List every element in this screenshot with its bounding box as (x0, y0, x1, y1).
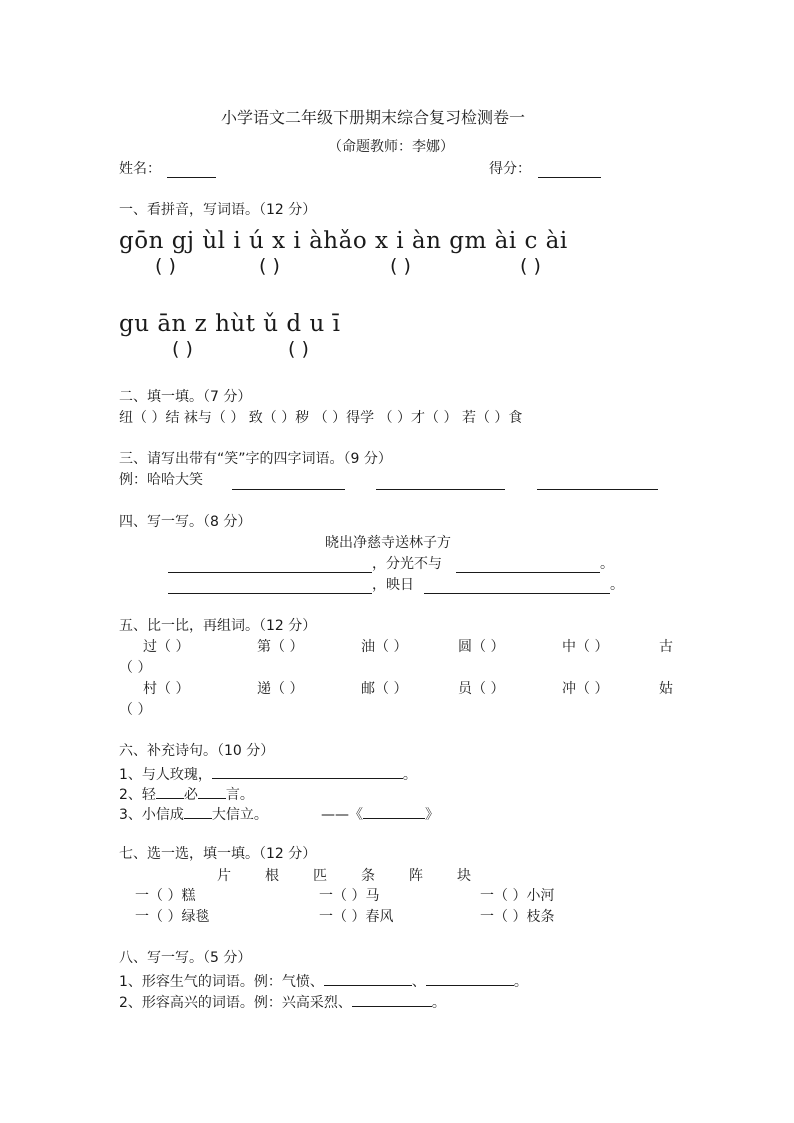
answer-paren[interactable]: ( ) (155, 255, 176, 277)
word-choice: 片 (217, 868, 231, 884)
answer-paren[interactable]: ( ) (172, 338, 193, 360)
answer-paren[interactable]: ( ) (288, 338, 309, 360)
answer-blank[interactable] (198, 786, 226, 799)
word-pair-item: 过（ ） (143, 639, 190, 655)
word-choice: 块 (457, 868, 471, 884)
word-choice: 条 (361, 868, 375, 884)
write-line (119, 994, 446, 1010)
word-pair-item: 村（ ） (143, 681, 190, 697)
answer-blank[interactable] (363, 806, 425, 819)
answer-blank[interactable] (212, 766, 403, 779)
word-pair-item: 圆（ ） (458, 639, 505, 655)
line-text: 必 (183, 787, 198, 803)
line-text: 2、形容高兴的词语。例：兴高采烈、 (119, 995, 352, 1011)
line-text: 1、与人玫瑰， (119, 767, 212, 783)
word-pair-item: 递（ ） (257, 681, 304, 697)
example-text: 例：哈哈大笑 (119, 472, 203, 488)
answer-blank[interactable] (352, 994, 432, 1007)
page-title: 小学语文二年级下册期末综合复习检测卷一 (221, 108, 526, 127)
word-pair-item: 员（ ） (458, 681, 505, 697)
section-3-heading: 三、请写出带有“笑”字的四字词语。（9 分） (119, 451, 392, 467)
fill-item: 一（ ）绿毯 (135, 909, 210, 925)
fill-item: 一（ ）马 (319, 888, 380, 904)
pinyin-row-1: gōn gj ùl i ú x i àhǎo x i àn gm ài c ài (119, 228, 568, 254)
fill-item: 一（ ）春风 (319, 909, 394, 925)
poem-title: 晓出净慈寺送林子方 (325, 535, 451, 551)
word-pair-item: 古 (659, 639, 673, 655)
source-line (321, 806, 439, 822)
answer-blank[interactable] (424, 593, 610, 594)
answer-blank[interactable] (156, 786, 184, 799)
section-5-heading: 五、比一比，再组词。（12 分） (119, 618, 317, 634)
section-2-heading: 二、填一填。（7 分） (119, 389, 252, 405)
word-pair-wrap: （ ） (119, 660, 152, 676)
poem-line (119, 766, 417, 782)
poem-line (119, 806, 268, 822)
line-end: 。 (402, 767, 417, 783)
answer-blank[interactable] (184, 806, 212, 819)
line-text: 大信立。 (211, 807, 268, 823)
separator: 、 (411, 974, 426, 990)
poem-line-2-text: ，映日 (372, 577, 414, 593)
word-pair-item: 姑 (659, 681, 673, 697)
write-line (119, 973, 528, 989)
answer-paren[interactable]: ( ) (390, 255, 411, 277)
fill-line: 纽（ ）结 袜与（ ） 致（ ）秽 （ ）得学 （ ）才（ ） 若（ ）食 (119, 410, 523, 426)
answer-paren[interactable]: ( ) (520, 255, 541, 277)
bracket-end: 》 (425, 807, 439, 823)
line-text: 1、形容生气的词语。例：气愤、 (119, 974, 324, 990)
section-6-heading: 六、补充诗句。（10 分） (119, 743, 275, 759)
section-7-heading: 七、选一选，填一填。（12 分） (119, 846, 317, 862)
answer-blank[interactable] (376, 489, 505, 490)
word-choice: 阵 (409, 868, 423, 884)
score-label: 得分： (489, 161, 531, 177)
name-blank[interactable] (167, 177, 216, 178)
answer-blank[interactable] (232, 489, 345, 490)
line-text: 言。 (225, 787, 254, 803)
line-text: 3、小信成 (119, 807, 184, 823)
word-choice: 根 (265, 868, 279, 884)
word-pair-item: 邮（ ） (361, 681, 408, 697)
poem-line-1-text: ，分光不与 (372, 556, 442, 572)
word-pair-item: 油（ ） (361, 639, 408, 655)
answer-blank[interactable] (537, 489, 658, 490)
word-pair-wrap: （ ） (119, 702, 152, 718)
poem-line-2-end: 。 (610, 577, 624, 593)
word-pair-item: 中（ ） (562, 639, 609, 655)
poem-line (119, 786, 254, 802)
answer-paren[interactable]: ( ) (259, 255, 280, 277)
answer-blank[interactable] (168, 593, 372, 594)
answer-blank[interactable] (426, 973, 514, 986)
fill-item: 一（ ）枝条 (480, 909, 555, 925)
score-blank[interactable] (538, 177, 601, 178)
answer-blank[interactable] (168, 572, 372, 573)
line-end: 。 (431, 995, 446, 1011)
section-8-heading: 八、写一写。（5 分） (119, 950, 252, 966)
section-1-heading: 一、看拼音，写词语。（12 分） (119, 202, 317, 218)
pinyin-row-2: gu ān z hùt ǔ d u ī (119, 311, 341, 337)
word-choice: 匹 (313, 868, 327, 884)
line-text: 2、轻 (119, 787, 156, 803)
word-pair-item: 第（ ） (257, 639, 304, 655)
poem-line-1-end: 。 (600, 556, 614, 572)
answer-blank[interactable] (456, 572, 600, 573)
fill-item: 一（ ）糕 (135, 888, 196, 904)
fill-item: 一（ ）小河 (480, 888, 555, 904)
section-4-heading: 四、写一写。（8 分） (119, 514, 252, 530)
word-pair-item: 冲（ ） (562, 681, 609, 697)
dash-text: ——《 (321, 807, 363, 823)
teacher-line: （命题教师：李娜） (328, 139, 454, 155)
name-label: 姓名： (119, 161, 161, 177)
answer-blank[interactable] (324, 973, 412, 986)
line-end: 。 (513, 974, 528, 990)
